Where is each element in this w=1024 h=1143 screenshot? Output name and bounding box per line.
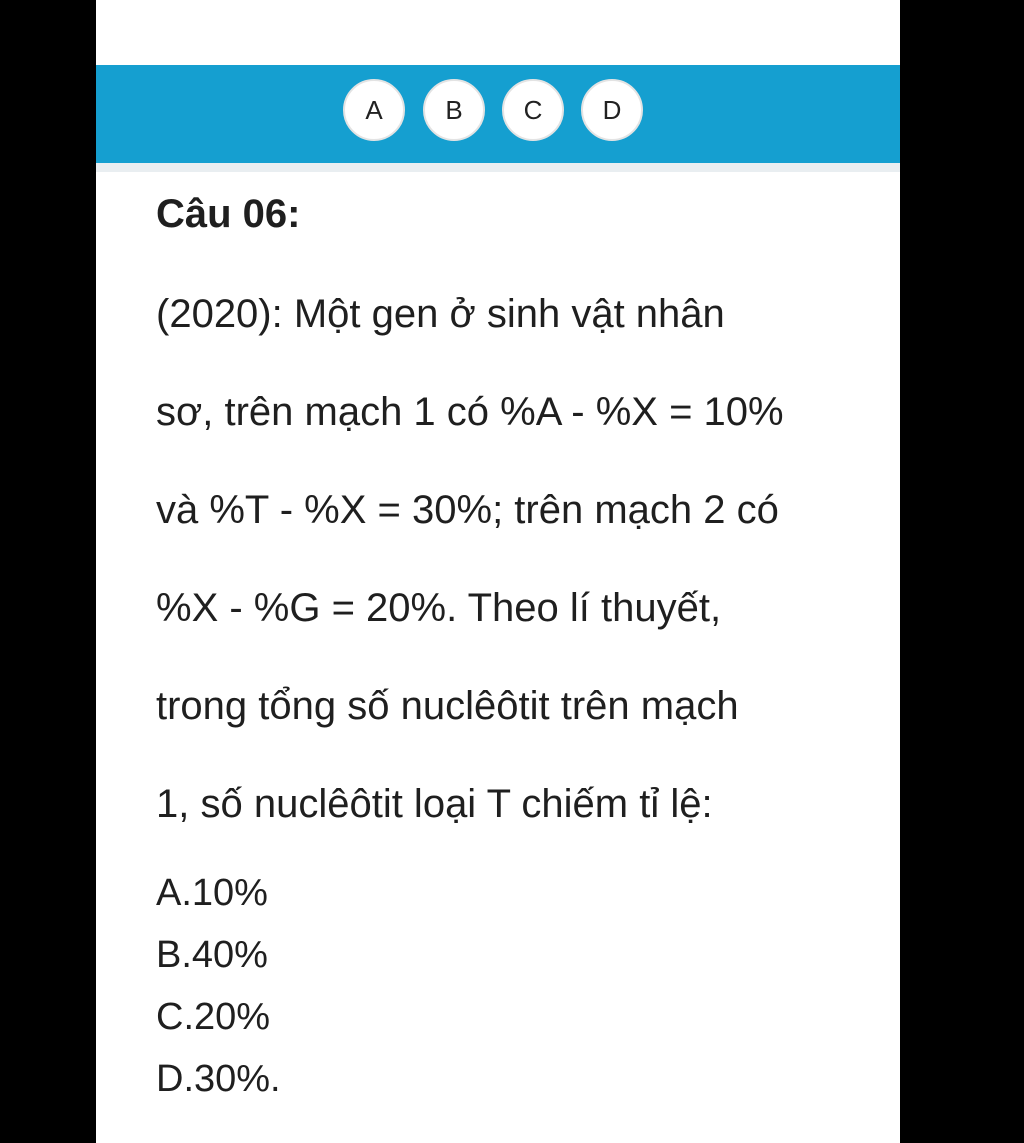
question-text-line: trong tổng số nuclêôtit trên mạch: [156, 684, 739, 728]
question-text-line: và %T - %X = 30%; trên mạch 2 có: [156, 488, 779, 532]
option-b-letter: B.: [156, 934, 192, 976]
option-c-letter: C.: [156, 996, 194, 1038]
answer-button-b[interactable]: B: [423, 79, 485, 141]
answer-button-a[interactable]: A: [343, 79, 405, 141]
option-a[interactable]: [156, 872, 268, 915]
option-d-letter: D.: [156, 1058, 194, 1100]
question-text-line: sơ, trên mạch 1 có %A - %X = 10%: [156, 390, 784, 434]
option-b[interactable]: [156, 934, 268, 977]
option-a-letter: A.: [156, 872, 192, 914]
option-c-text: 20%: [194, 996, 271, 1038]
option-b-text: 40%: [191, 934, 268, 976]
question-text-line: %X - %G = 20%. Theo lí thuyết,: [156, 586, 722, 630]
answer-bar: [96, 65, 900, 163]
question-text-line: 1, số nuclêôtit loại T chiếm tỉ lệ:: [156, 782, 713, 826]
question-title: Câu 06:: [156, 192, 301, 236]
option-d[interactable]: [156, 1058, 281, 1101]
option-c[interactable]: [156, 996, 270, 1039]
option-d-text: 30%.: [194, 1058, 281, 1100]
answer-bar-shadow: [96, 163, 900, 172]
option-a-text: 10%: [191, 872, 268, 914]
quiz-screen: [96, 0, 900, 1143]
question-text-line: (2020): Một gen ở sinh vật nhân: [156, 292, 725, 336]
answer-button-d[interactable]: D: [581, 79, 643, 141]
answer-button-c[interactable]: C: [502, 79, 564, 141]
